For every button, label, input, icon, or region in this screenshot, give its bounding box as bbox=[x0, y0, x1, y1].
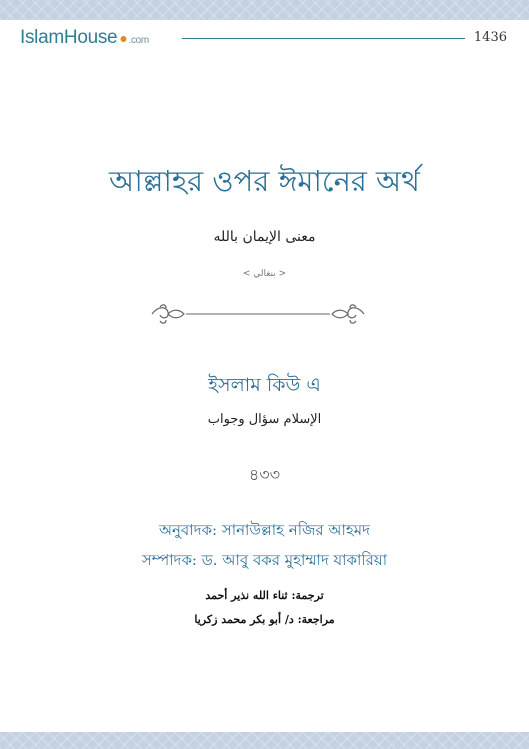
brand-suffix: .com bbox=[128, 35, 149, 46]
page-number: 1436 bbox=[473, 30, 507, 45]
bottom-decorative-band bbox=[0, 732, 529, 749]
brand-name: IslamHouse bbox=[20, 27, 118, 48]
ornament-divider-icon bbox=[148, 300, 368, 328]
author-name: ইসলাম কিউ এ bbox=[208, 374, 321, 396]
book-title: আল্লাহর ওপর ঈমানের অর্থ bbox=[109, 164, 420, 198]
header-rule bbox=[182, 38, 465, 39]
decorative-symbol: ৪৩৩ bbox=[248, 465, 281, 484]
editor-credit: সম্পাদক: ড. আবু বকর মুহাম্মাদ যাকারিয়া bbox=[141, 551, 388, 569]
author-name-arabic: الإسلام سؤال وجواب bbox=[207, 412, 322, 427]
arabic-title: معنى الإيمان بالله bbox=[213, 229, 316, 245]
translator-credit: অনুবাদক: সানাউল্লাহ নজির আহমদ bbox=[158, 521, 371, 539]
language-tag: < بنغالي > bbox=[242, 269, 287, 279]
top-decorative-band bbox=[0, 0, 529, 20]
brand-dot-icon: ● bbox=[119, 30, 128, 46]
islamhouse-logo bbox=[20, 27, 149, 52]
page-header bbox=[20, 27, 507, 49]
editor-credit-arabic: مراجعة: د/ أبو بكر محمد زكريا bbox=[194, 613, 335, 626]
translator-credit-arabic: ترجمة: ثناء الله نذير أحمد bbox=[205, 589, 324, 602]
